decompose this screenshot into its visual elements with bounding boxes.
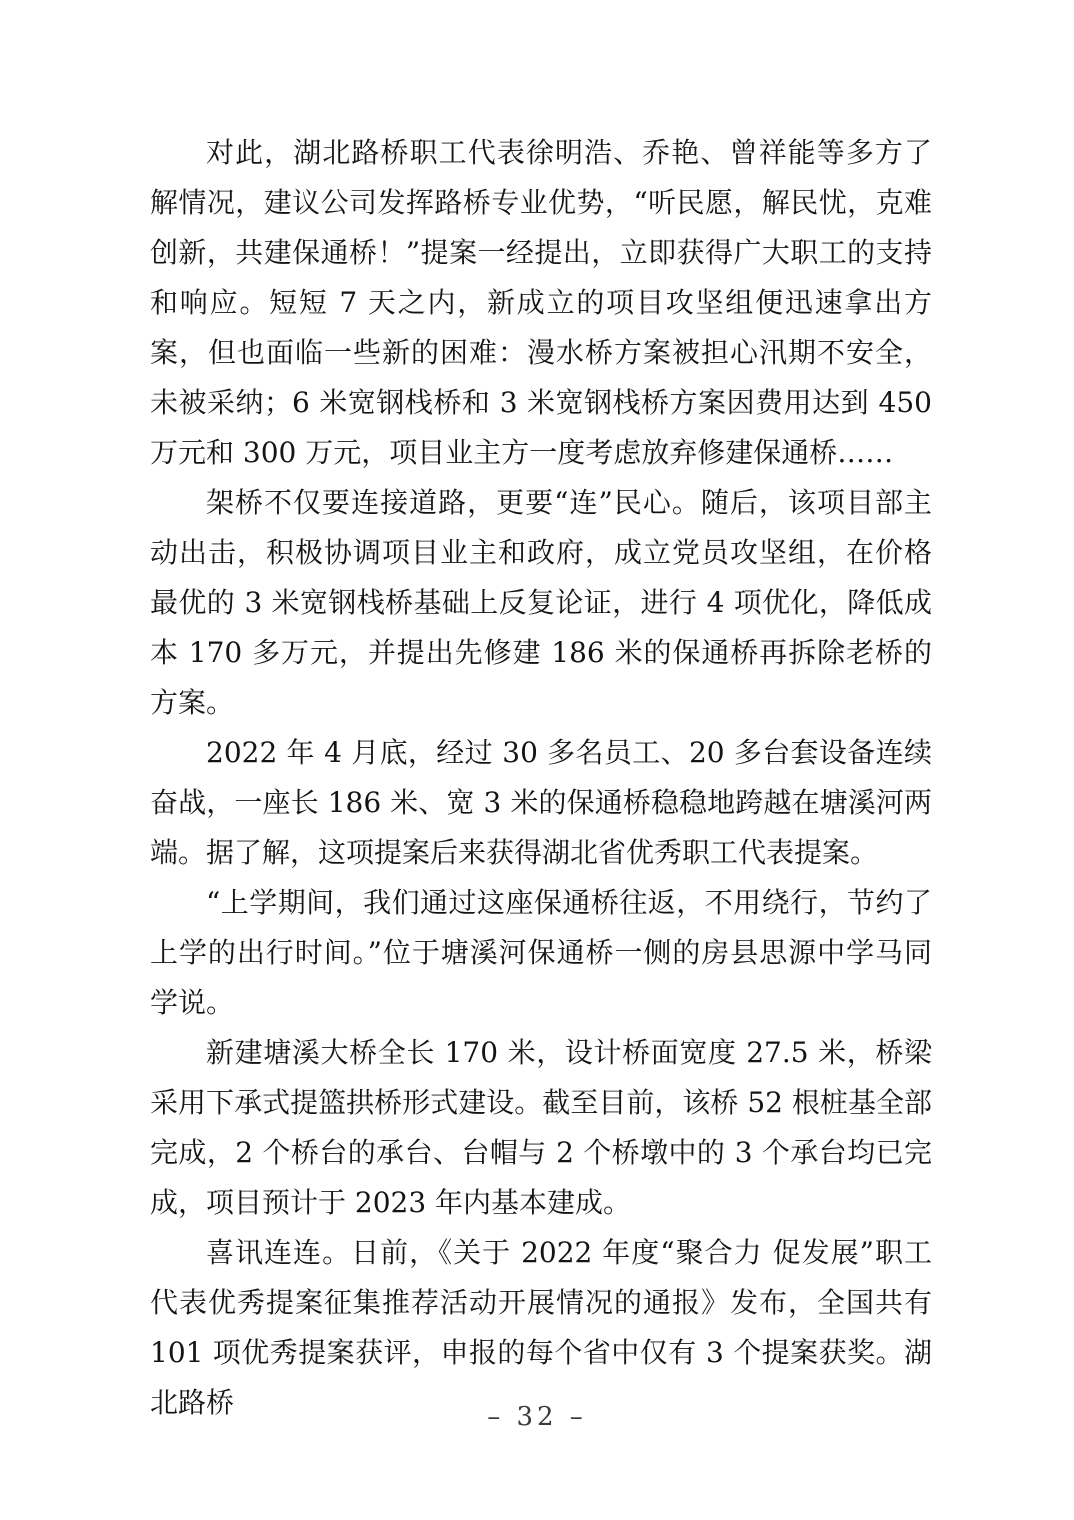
paragraph-3: 2022 年 4 月底，经过 30 多名员工、20 多台套设备连续奋战，一座长 186 米、宽 3 米的保通桥稳稳地跨越在塘溪河两端。据了解，这项提案后来获得湖北省优秀职工代表提案。 [150,736,932,869]
page-number: – 32 – [487,1402,587,1432]
paragraph-1: 对此，湖北路桥职工代表徐明浩、乔艳、曾祥能等多方了解情况，建议公司发挥路桥专业优势，“听民愿，解民忧，克难创新，共建保通桥！”提案一经提出，立即获得广大职工的支持和响应。短短 7 天之内，新成立的项目攻坚组便迅速拿出方案，但也面临一些新的困难：漫水桥方案被担心汛期不安全，未被采纳；6 米宽钢栈桥和 3 米宽钢栈桥方案因费用达到 450 万元和 300 万元，项目业主方一度考虑放弃修建保通桥…… [150,136,932,469]
paragraph-6: 喜讯连连。日前，《关于 2022 年度“聚合力 促发展”职工代表优秀提案征集推荐活动开展情况的通报》发布，全国共有 101 项优秀提案获评，申报的每个省中仅有 3 个提案获奖。湖北路桥 [150,1236,932,1419]
document-body [150,128,932,1428]
paragraph-2: 架桥不仅要连接道路，更要“连”民心。随后，该项目部主动出击，积极协调项目业主和政府，成立党员攻坚组，在价格最优的 3 米宽钢栈桥基础上反复论证，进行 4 项优化，降低成本 170 多万元，并提出先修建 186 米的保通桥再拆除老桥的方案。 [150,486,932,719]
paragraph-5: 新建塘溪大桥全长 170 米，设计桥面宽度 27.5 米，桥梁采用下承式提篮拱桥形式建设。截至目前，该桥 52 根桩基全部完成，2 个桥台的承台、台帽与 2 个桥墩中的 3 个承台均已完成，项目预计于 2023 年内基本建成。 [150,1036,932,1219]
paragraph-4: “上学期间，我们通过这座保通桥往返，不用绕行，节约了上学的出行时间。”位于塘溪河保通桥一侧的房县思源中学马同学说。 [150,886,932,1019]
